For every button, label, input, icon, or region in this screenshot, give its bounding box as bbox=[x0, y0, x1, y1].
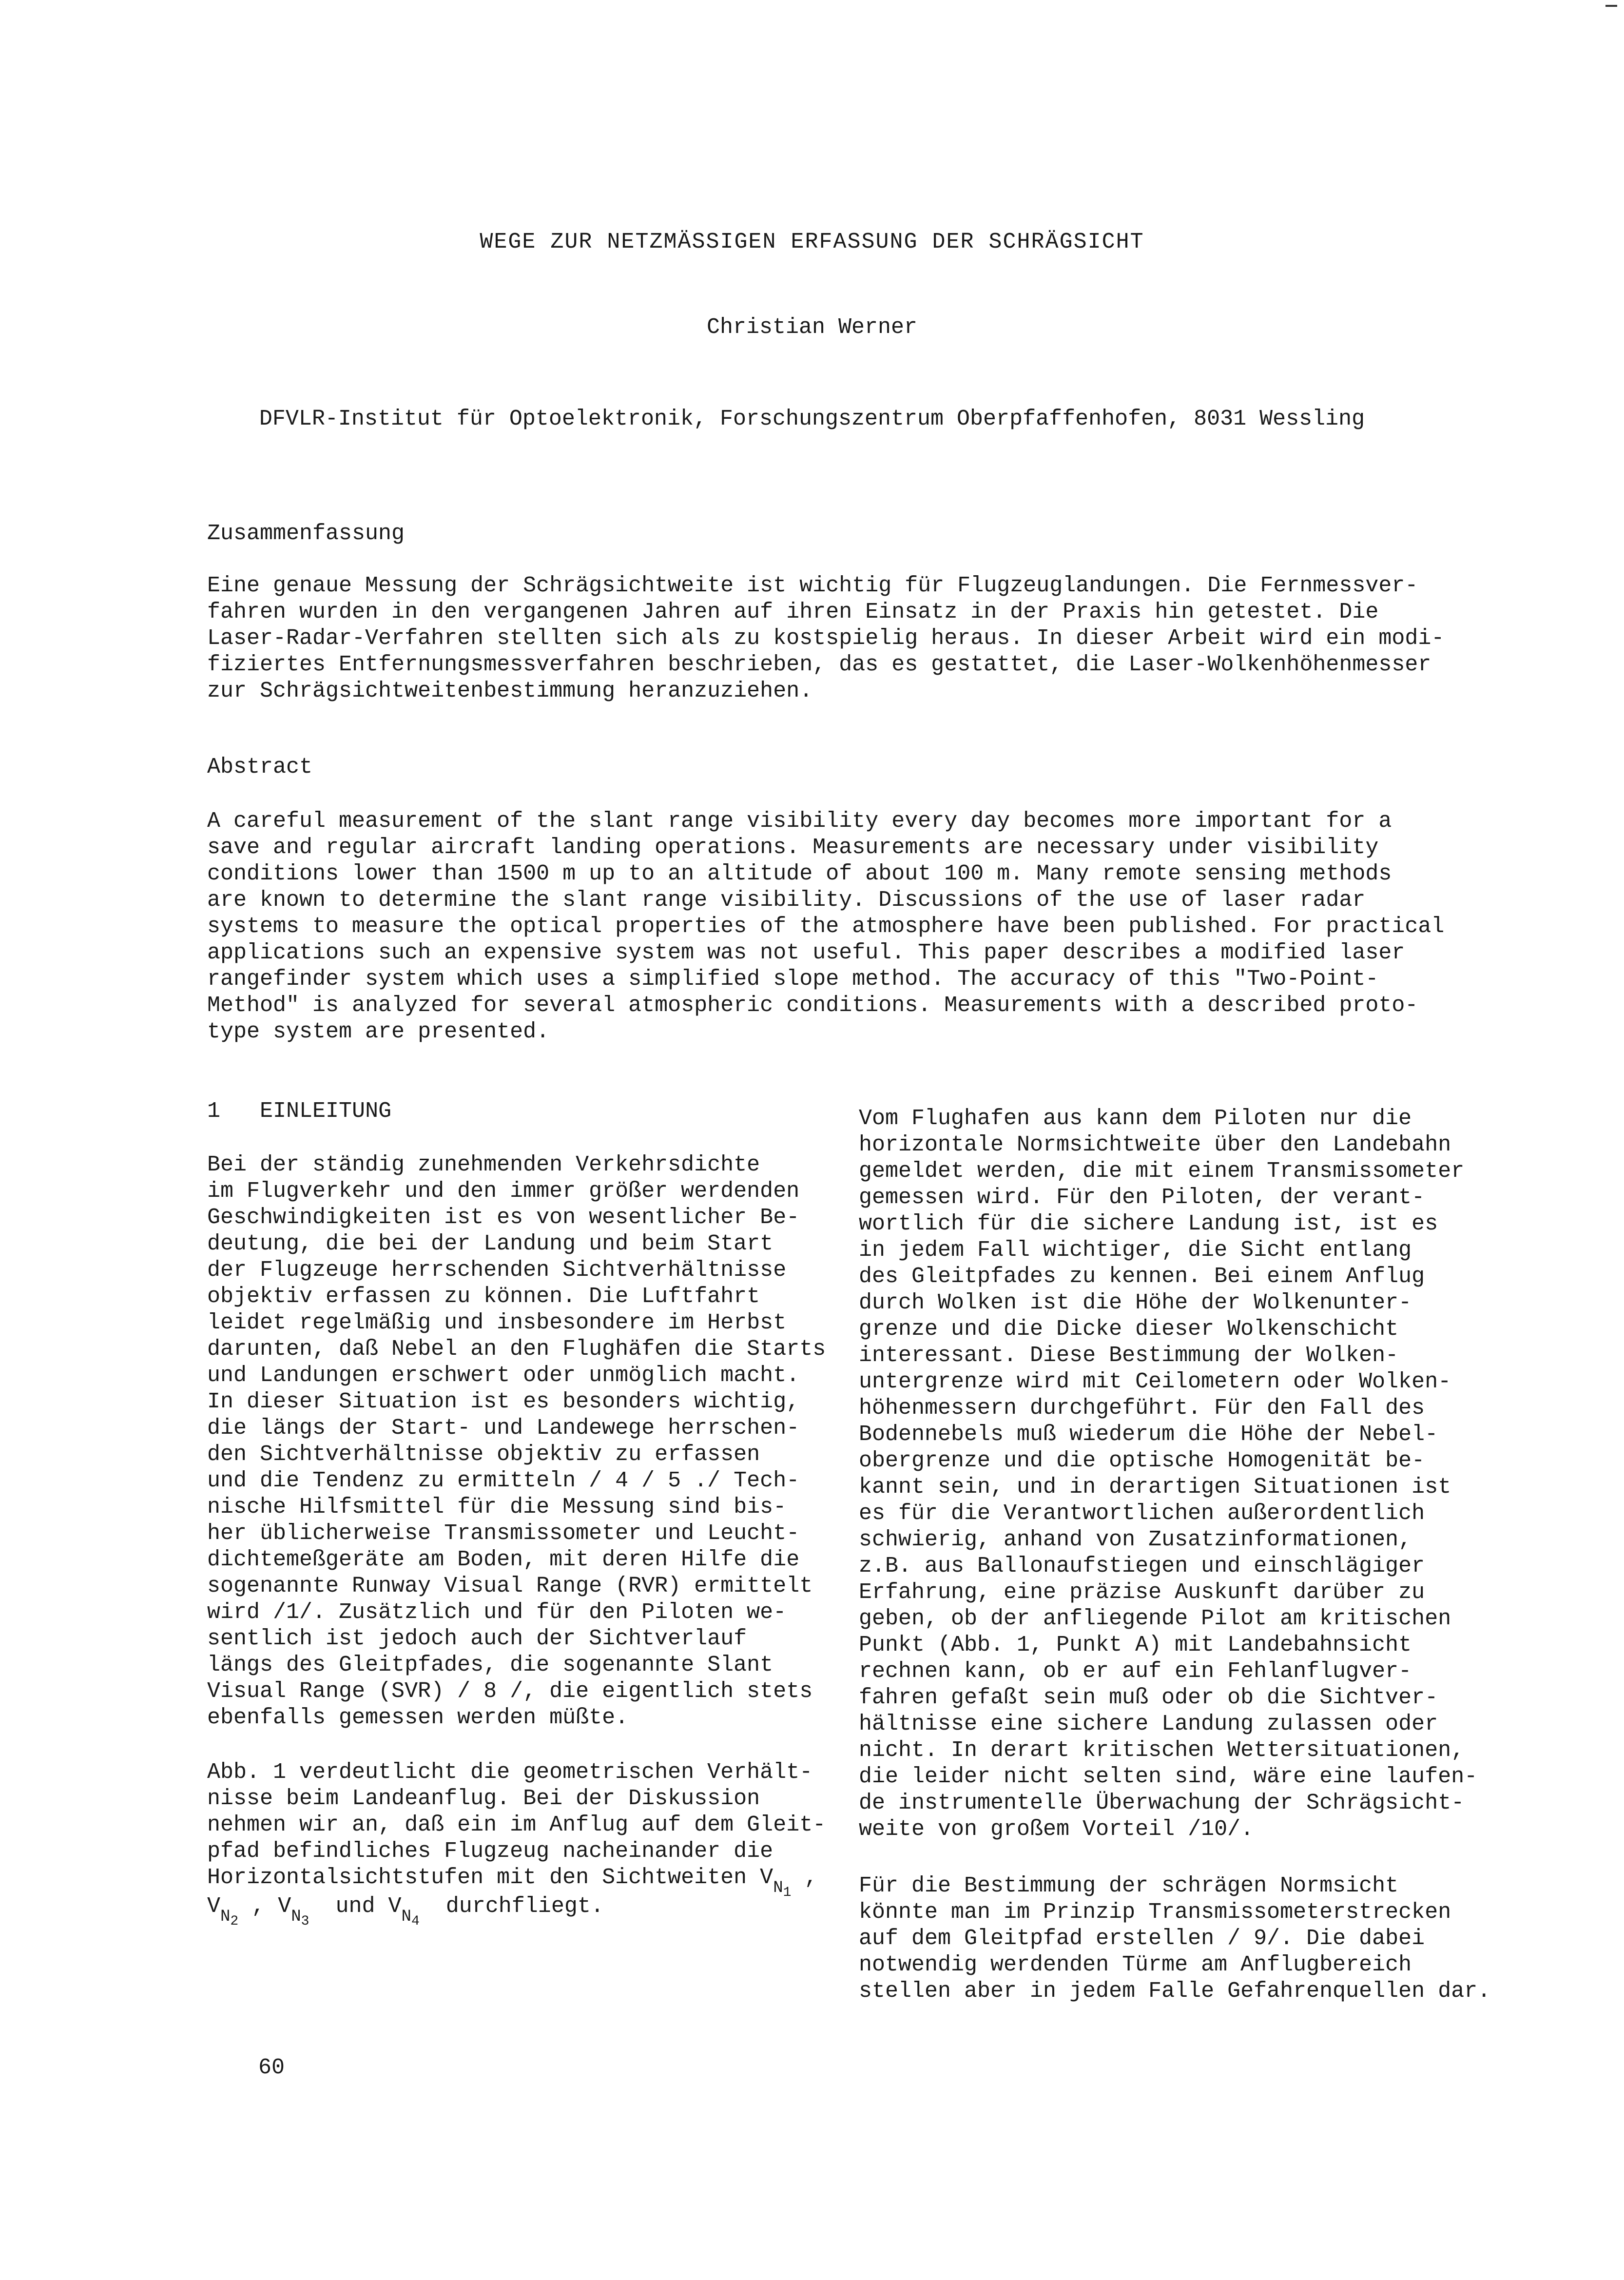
text-line: die längs der Start- und Landewege herrschen- bbox=[207, 1416, 800, 1441]
text-line: Bei der ständig zunehmenden Verkehrsdichte bbox=[207, 1152, 760, 1177]
section-heading bbox=[207, 1098, 391, 1125]
abstract-line: save and regular aircraft landing operations. Measurements are necessary under visibility bbox=[207, 835, 1379, 860]
abstract-line: conditions lower than 1500 m up to an altitude of about 100 m. Many remote sensing methods bbox=[207, 861, 1392, 886]
right-paragraph-2 bbox=[859, 1873, 1502, 2005]
text-line: gemessen wird. Für den Piloten, der verant- bbox=[859, 1185, 1425, 1210]
text-line: darunten, daß Nebel an den Flughäfen die Starts bbox=[207, 1337, 826, 1362]
paragraph-gap bbox=[859, 1843, 1502, 1873]
subscript: N bbox=[291, 1908, 301, 1926]
conjunction: und bbox=[335, 1894, 375, 1919]
text-line: dichtemeßgeräte am Boden, mit deren Hilfe die bbox=[207, 1547, 800, 1572]
text-line: obergrenze und die optische Homogenität be- bbox=[859, 1448, 1425, 1473]
text-line: her üblicherweise Transmissometer und Leucht- bbox=[207, 1521, 800, 1546]
text-line: höhenmessern durchgeführt. Für den Fall des bbox=[859, 1396, 1425, 1421]
text-line: ebenfalls gemessen werden müßte. bbox=[207, 1705, 629, 1730]
text-line: und die Tendenz zu ermitteln / 4 / 5 ./ Tech- bbox=[207, 1468, 800, 1493]
text-line: sogenannte Runway Visual Range (RVR) ermittelt bbox=[207, 1574, 813, 1598]
author-affiliation: DFVLR-Institut für Optoelektronik, Forschungszentrum Oberpfaffenhofen, 8031 Wessling bbox=[259, 407, 1365, 431]
text-line: des Gleitpfades zu kennen. Bei einem Anflug bbox=[859, 1264, 1425, 1289]
text-line: Horizontalsichtstufen mit den Sichtweiten V bbox=[207, 1865, 773, 1890]
text-line: rechnen kann, ob er auf ein Fehlanflugver- bbox=[859, 1659, 1412, 1684]
text-line: de instrumentelle Überwachung der Schrägsicht- bbox=[859, 1791, 1465, 1815]
text-line: leidet regelmäßig und insbesondere im Herbst bbox=[207, 1310, 787, 1335]
text-line: Abb. 1 verdeutlicht die geometrischen Verhält- bbox=[207, 1760, 813, 1785]
text-line: nisse beim Landeanflug. Bei der Diskussion bbox=[207, 1786, 760, 1811]
subscript: N bbox=[401, 1908, 411, 1926]
page-number: 60 bbox=[258, 2055, 285, 2080]
text-line: horizontale Normsichtweite über den Landebahn bbox=[859, 1132, 1451, 1157]
text-line: interessant. Diese Bestimmung der Wolken- bbox=[859, 1343, 1399, 1368]
text-line: längs des Gleitpfades, die sogenannte Slant bbox=[207, 1653, 773, 1677]
paragraph-gap bbox=[207, 1731, 831, 1759]
formula-line: Horizontalsichtstufen mit den Sichtweiten $V_{N1}$ , bbox=[207, 1865, 818, 1900]
subscript: N bbox=[773, 1879, 783, 1897]
text-line: objektiv erfassen zu können. Die Luftfahrt bbox=[207, 1284, 760, 1309]
text-line: Geschwindigkeiten ist es von wesentlicher Be- bbox=[207, 1205, 800, 1230]
zusammenfassung-text bbox=[207, 573, 1445, 704]
subscript: 1 bbox=[783, 1885, 792, 1900]
subscript: 3 bbox=[301, 1914, 309, 1929]
left-paragraph-2 bbox=[207, 1759, 831, 1929]
abstract-line: systems to measure the optical properties of the atmosphere have been published. For practical bbox=[207, 914, 1445, 939]
text-line: z.B. aus Ballonaufstiegen und einschlägiger bbox=[859, 1554, 1425, 1578]
text-line: könnte man im Prinzip Transmissometerstrecken bbox=[859, 1900, 1451, 1925]
paper-title: WEGE ZUR NETZMÄSSIGEN ERFASSUNG DER SCHRÄGSICHT bbox=[480, 230, 1144, 254]
text-line: Erfahrung, eine präzise Auskunft darüber zu bbox=[859, 1580, 1425, 1605]
left-column bbox=[207, 1152, 831, 1929]
text-line: Bodennebels muß wiederum die Höhe der Nebel- bbox=[859, 1422, 1438, 1447]
subscript: 2 bbox=[230, 1914, 239, 1929]
text-line: und Landungen erschwert oder unmöglich macht. bbox=[207, 1363, 800, 1388]
abstract-heading: Abstract bbox=[207, 755, 313, 779]
text-line: auf dem Gleitpfad erstellen / 9/. Die dabei bbox=[859, 1926, 1425, 1951]
abstract-text bbox=[207, 808, 1445, 1045]
text-line: nische Hilfsmittel für die Messung sind bis- bbox=[207, 1495, 787, 1520]
text-line: deutung, die bei der Landung und beim Start bbox=[207, 1231, 773, 1256]
text-line: weite von großem Vorteil /10/. bbox=[859, 1817, 1254, 1842]
right-column bbox=[859, 1106, 1502, 2005]
abstract-line: A careful measurement of the slant range visibility every day becomes more important for a bbox=[207, 809, 1392, 834]
text-line: In dieser Situation ist es besonders wichtig, bbox=[207, 1389, 800, 1414]
abstract-line: are known to determine the slant range visibility. Discussions of the use of laser radar bbox=[207, 888, 1366, 913]
zusammenfassung-line: Laser-Radar-Verfahren stellten sich als zu kostspielig heraus. In dieser Arbeit wird ein modi- bbox=[207, 626, 1445, 651]
formula-line: $V_{N2}$ , $V_{N3}$ und $V_{N4}$ durchfliegt. bbox=[207, 1894, 604, 1929]
author-name: Christian Werner bbox=[706, 315, 918, 340]
text-line: durch Wolken ist die Höhe der Wolkenunter- bbox=[859, 1290, 1412, 1315]
text-line: Punkt (Abb. 1, Punkt A) mit Landebahnsicht bbox=[859, 1633, 1412, 1657]
text-line: gemeldet werden, die mit einem Transmissometer bbox=[859, 1159, 1465, 1184]
subscript: N bbox=[220, 1908, 231, 1926]
text-line: kannt sein, und in derartigen Situationen ist bbox=[859, 1475, 1451, 1500]
subscript: 4 bbox=[411, 1914, 420, 1929]
zusammenfassung-heading: Zusammenfassung bbox=[207, 521, 405, 546]
text-line: der Flugzeuge herrschenden Sichtverhältnisse bbox=[207, 1258, 787, 1283]
zusammenfassung-line: zur Schrägsichtweitenbestimmung heranzuziehen. bbox=[207, 679, 813, 703]
text-line: pfad befindliches Flugzeug nacheinander die bbox=[207, 1839, 773, 1864]
text-line: in jedem Fall wichtiger, die Sicht entlang bbox=[859, 1238, 1412, 1263]
text-line: nehmen wir an, daß ein im Anflug auf dem Gleit- bbox=[207, 1812, 826, 1837]
variable: V bbox=[388, 1894, 402, 1919]
text-line: wortlich für die sichere Landung ist, ist es bbox=[859, 1211, 1438, 1236]
text-line: Visual Range (SVR) / 8 /, die eigentlich stets bbox=[207, 1679, 813, 1704]
text-line: fahren gefaßt sein muß oder ob die Sichtver- bbox=[859, 1685, 1438, 1710]
zusammenfassung-line: Eine genaue Messung der Schrägsichtweite ist wichtig für Flugzeuglandungen. Die Fernmessver- bbox=[207, 573, 1418, 598]
right-paragraph-1 bbox=[859, 1106, 1502, 1843]
text-line: nicht. In derart kritischen Wettersituationen, bbox=[859, 1738, 1465, 1763]
section-number: 1 bbox=[207, 1099, 221, 1124]
abstract-line: Method" is analyzed for several atmospheric conditions. Measurements with a described proto- bbox=[207, 993, 1418, 1018]
text-line: im Flugverkehr und den immer größer werdenden bbox=[207, 1179, 800, 1204]
text-line: es für die Verantwortlichen außerordentlich bbox=[859, 1501, 1425, 1526]
text-line: geben, ob der anfliegende Pilot am kritischen bbox=[859, 1606, 1451, 1631]
text-line: die leider nicht selten sind, wäre eine laufen- bbox=[859, 1764, 1478, 1789]
margin-mark bbox=[1605, 5, 1617, 7]
text-line: schwierig, anhand von Zusatzinformationen, bbox=[859, 1527, 1412, 1552]
abstract-line: applications such an expensive system was not useful. This paper describes a modified laser bbox=[207, 940, 1405, 965]
text-line: wird /1/. Zusätzlich und für den Piloten we- bbox=[207, 1600, 787, 1625]
text-line: Vom Flughafen aus kann dem Piloten nur die bbox=[859, 1106, 1412, 1131]
text-line: stellen aber in jedem Falle Gefahrenquellen dar. bbox=[859, 1979, 1491, 2004]
abstract-line: type system are presented. bbox=[207, 1019, 550, 1044]
text-line: grenze und die Dicke dieser Wolkenschicht bbox=[859, 1317, 1399, 1342]
variable: V bbox=[207, 1894, 221, 1919]
text-line: den Sichtverhältnisse objektiv zu erfassen bbox=[207, 1442, 760, 1467]
text-line: hältnisse eine sichere Landung zulassen oder bbox=[859, 1712, 1438, 1736]
left-paragraph-1 bbox=[207, 1152, 831, 1731]
text-line: Für die Bestimmung der schrägen Normsicht bbox=[859, 1873, 1399, 1898]
text-line: sentlich ist jedoch auch der Sichtverlauf bbox=[207, 1626, 747, 1651]
variable: V bbox=[278, 1894, 291, 1919]
abstract-line: rangefinder system which uses a simplified slope method. The accuracy of this "Two-Point- bbox=[207, 967, 1379, 992]
text-line: notwendig werdenden Türme am Anflugbereich bbox=[859, 1952, 1412, 1977]
zusammenfassung-line: fiziertes Entfernungsmessverfahren beschrieben, das es gestattet, die Laser-Wolkenhöhenmesser bbox=[207, 652, 1431, 677]
text-end: durchfliegt. bbox=[445, 1894, 604, 1919]
zusammenfassung-line: fahren wurden in den vergangenen Jahren auf ihren Einsatz in der Praxis hin getestet. Die bbox=[207, 600, 1379, 624]
text-line: untergrenze wird mit Ceilometern oder Wolken- bbox=[859, 1369, 1451, 1394]
section-title: EINLEITUNG bbox=[260, 1099, 392, 1124]
